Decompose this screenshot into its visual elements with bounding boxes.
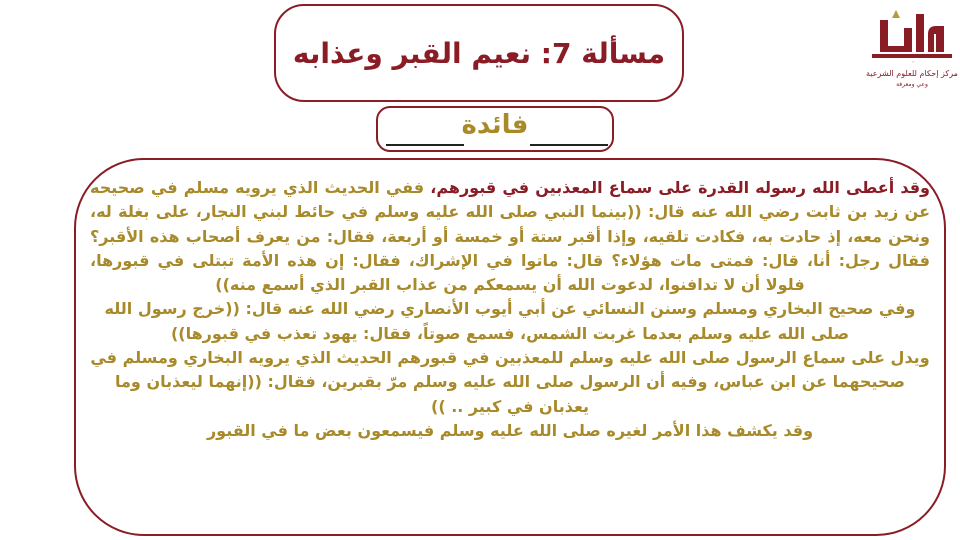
title-frame (274, 4, 684, 102)
label-frame (376, 106, 614, 152)
label-underline-right (530, 144, 608, 146)
label-underline-left (386, 144, 464, 146)
logo-tagline: وعي ومعرفة (896, 81, 928, 88)
page-title: مسألة 7: نعيم القبر وعذابه (292, 36, 666, 70)
paragraph-2: وفي صحيح البخاري ومسلم وسنن النسائي عن أبي أيوب الأنصاري رضي الله عنه قال: ((خرج رسول الله صلى الله عليه وسلم بعدما غربت الشمس، فسمع صوتاً، فقال: يهود تعذب في قبورها)) (104, 299, 916, 343)
logo-wordmark: إحكام (912, 62, 915, 63)
section-label: فائدة (461, 110, 529, 140)
content-body (90, 176, 930, 443)
paragraph-1-text: ففي الحديث الذي يرويه مسلم في صحيحه عن زيد بن ثابت رضي الله عنه قال: ((بينما النبي صلى الله عليه وسلم في حائط لبني النجار، على بغلة له، ونحن معه، إذ حادت به، فكادت تلقيه، وإذا أقبر ستة أو خمسة أو أربعة، فقال: من يعرف أصحاب هذه الأقبر؟ فقال رجل: أنا، قال: فمتى مات هؤلاء؟ قال: ماتوا في الإشراك، فقال: إن هذه الأمة تبتلى في قبورها، فلولا أن لا تدافنوا، لدعوت الله أن يسمعكم من عذاب القبر الذي أسمع منه)) (90, 178, 930, 295)
paragraph-3: ويدل على سماع الرسول صلى الله عليه وسلم للمعذبين في قبورهم الحديث الذي يرويه البخاري ومسلم في صحيحهما عن ابن عباس، وفيه أن الرسول صلى الله عليه وسلم مرّ بقبرين، فقال: ((إنهما ليعذبان وما يعذبان في كبير .. )) (90, 348, 930, 416)
paragraph-1 (90, 176, 930, 297)
content-frame (74, 158, 946, 536)
logo-subtitle: مركز إحكام للعلوم الشرعية (866, 69, 958, 78)
logo (866, 4, 956, 100)
paragraph-4: وقد يكشف هذا الأمر لغيره صلى الله عليه وسلم فيسمعون بعض ما في القبور (206, 420, 814, 440)
logo-mark-icon (870, 6, 954, 64)
paragraph-1-highlight: وقد أعطى الله رسوله القدرة على سماع المعذبين في قبورهم، (430, 178, 930, 197)
